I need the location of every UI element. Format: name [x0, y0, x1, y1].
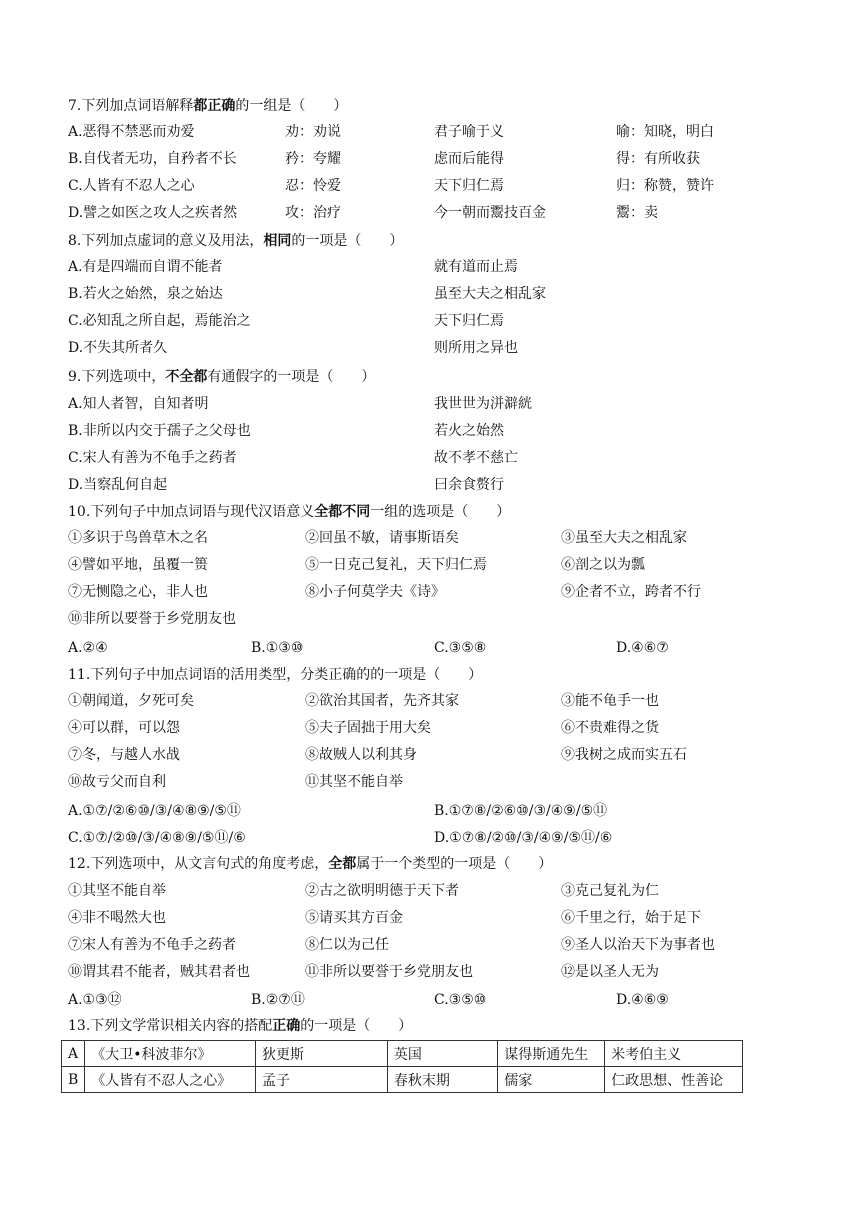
q7-row-c: C.人皆有不忍人之心 忍：怜爱 天下归仁焉 归：称赞，赞许 [68, 178, 714, 194]
q10-option-b: B.①③⑩ [251, 640, 304, 656]
q7-row-d: D.譬之如医之攻人之疾者然 攻：治疗 今一朝而鬻技百金 鬻：卖 [68, 205, 658, 221]
q7-stem: 7.下列加点词语解释都正确的一组是（ ） [68, 98, 348, 114]
q10-option-c: C.③⑤⑧ [434, 640, 487, 656]
q12-row-1: ①其坚不能自举 ②古之欲明明德于天下者 ③克己复礼为仁 [68, 883, 659, 899]
q9-stem: 9.下列选项中，不全都有通假字的一项是（ ） [68, 369, 376, 385]
q10-stem: 10.下列句子中加点词语与现代汉语意义全都不同一组的选项是（ ） [68, 504, 511, 520]
q9-row-d: D.当察乱何自起 曰余食赘行 [68, 477, 504, 493]
q8-row-c: C.必知乱之所自起，焉能治之 天下归仁焉 [68, 313, 504, 329]
q9-row-a: A.知人者智，自知者明 我世世为洴澼絖 [68, 396, 532, 412]
table-cell: B [62, 1067, 85, 1093]
q7-row-b: B.自伐者无功，自矜者不长 矜：夸耀 虑而后能得 得：有所收获 [68, 151, 700, 167]
q12-option-a: A.①③⑫ [68, 992, 122, 1008]
q12-option-b: B.②⑦⑪ [251, 992, 305, 1008]
table-cell: 《大卫•科波菲尔》 [85, 1041, 256, 1067]
table-cell: 孟子 [256, 1067, 388, 1093]
table-row [62, 1067, 743, 1093]
q10-row-3: ⑦无恻隐之心，非人也 ⑧小子何莫学夫《诗》 ⑨企者不立，跨者不行 [68, 584, 701, 600]
q10-row-1: ①多识于鸟兽草木之名 ②回虽不敏，请事斯语矣 ③虽至大夫之相乱家 [68, 530, 687, 546]
table-cell: 英国 [387, 1041, 497, 1067]
q11-row-2: ④可以群，可以怨 ⑤夫子固拙于用大矣 ⑥不贵难得之货 [68, 720, 659, 736]
table-cell: 儒家 [498, 1067, 605, 1093]
table-cell: 《人皆有不忍人之心》 [85, 1067, 256, 1093]
q10-option-d: D.④⑥⑦ [616, 640, 669, 656]
q12-option-d: D.④⑥⑨ [616, 992, 669, 1008]
q13-stem: 13.下列文学常识相关内容的搭配正确的一项是（ ） [68, 1018, 413, 1034]
q12-option-c: C.③⑤⑩ [434, 992, 487, 1008]
q11-option-a: A.①⑦/②⑥⑩/③/④⑧⑨/⑤⑪ [68, 803, 241, 819]
q11-row-4: ⑩故亏父而自利 ⑪其坚不能自举 [68, 774, 403, 790]
q9-row-c: C.宋人有善为不龟手之药者 故不孝不慈亡 [68, 450, 518, 466]
q11-option-d: D.①⑦⑧/②⑩/③/④⑨/⑤⑪/⑥ [434, 830, 613, 846]
q9-row-b: B.非所以内交于孺子之父母也 若火之始然 [68, 423, 504, 439]
q8-stem: 8.下列加点虚词的意义及用法，相同的一项是（ ） [68, 233, 404, 249]
q12-stem: 12.下列选项中，从文言句式的角度考虑，全都属于一个类型的一项是（ ） [68, 856, 553, 872]
q8-row-a: A.有是四端而自谓不能者 就有道而止焉 [68, 259, 518, 275]
q11-options-ab [68, 800, 808, 822]
table-cell: A [62, 1041, 85, 1067]
q12-row-2: ④非不喝然大也 ⑤请买其方百金 ⑥千里之行，始于足下 [68, 910, 701, 926]
q10-row-4: ⑩非所以要誉于乡党朋友也 [68, 611, 236, 627]
table-row [62, 1041, 743, 1067]
q12-options [68, 989, 808, 1011]
q11-options-cd [68, 827, 808, 849]
literature-table [61, 1040, 743, 1093]
table-cell: 谋得斯通先生 [498, 1041, 605, 1067]
q11-row-1: ①朝闻道，夕死可矣 ②欲治其国者，先齐其家 ③能不龟手一也 [68, 693, 659, 709]
q12-row-4: ⑩谓其君不能者，贼其君者也 ⑪非所以要誉于乡党朋友也 ⑫是以圣人无为 [68, 964, 659, 980]
q10-option-a: A.②④ [68, 640, 108, 656]
q10-row-2: ④譬如平地，虽覆一篑 ⑤一日克己复礼，天下归仁焉 ⑥剖之以为瓢 [68, 557, 645, 573]
q8-row-b: B.若火之始然，泉之始达 虽至大夫之相乱家 [68, 286, 546, 302]
q11-option-c: C.①⑦/②⑩/③/④⑧⑨/⑤⑪/⑥ [68, 830, 246, 846]
table-cell: 仁政思想、性善论 [605, 1067, 743, 1093]
q11-row-3: ⑦冬，与越人水战 ⑧故贼人以利其身 ⑨我树之成而实五石 [68, 747, 687, 763]
q7-row-a: A.恶得不禁恶而劝爱 劝：劝说 君子喻于义 喻：知晓，明白 [68, 124, 714, 140]
table-cell: 狄更斯 [256, 1041, 388, 1067]
q8-row-d: D.不失其所者久 则所用之异也 [68, 340, 518, 356]
q11-option-b: B.①⑦⑧/②⑥⑩/③/④⑨/⑤⑪ [434, 803, 608, 819]
table-cell: 春秋末期 [387, 1067, 497, 1093]
q12-row-3: ⑦宋人有善为不龟手之药者 ⑧仁以为己任 ⑨圣人以治天下为事者也 [68, 937, 715, 953]
q10-options [68, 637, 808, 659]
q11-stem: 11.下列句子中加点词语的活用类型，分类正确的的一项是（ ） [68, 667, 483, 683]
table-cell: 米考伯主义 [605, 1041, 743, 1067]
